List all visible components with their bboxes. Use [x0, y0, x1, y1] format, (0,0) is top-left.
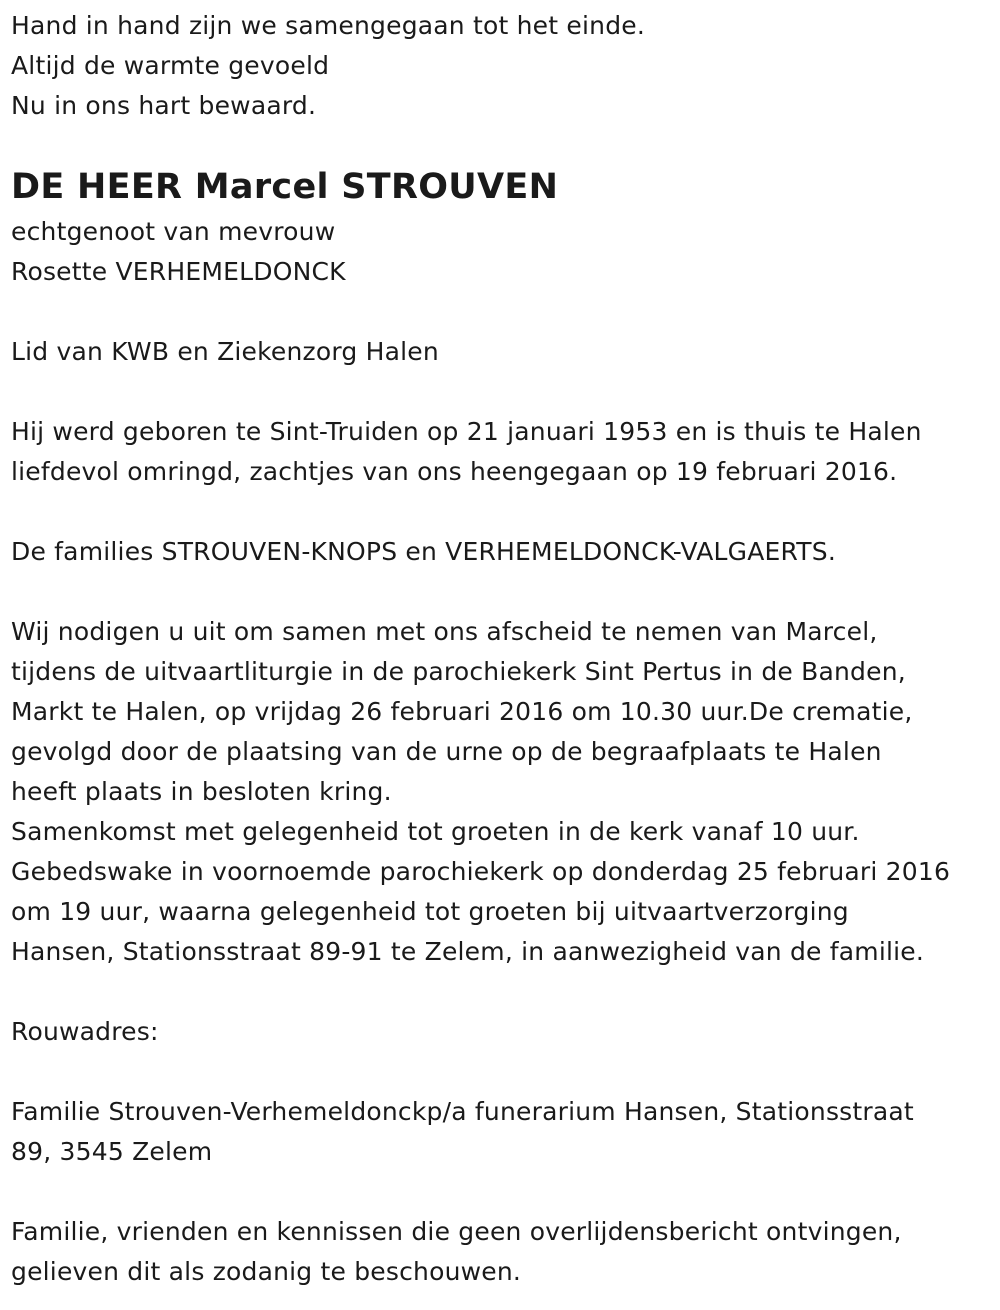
- birth-death-line: Hij werd geboren te Sint-Truiden op 21 januari 1953 en is thuis te Halen: [11, 417, 922, 446]
- spouse-info: [11, 212, 993, 292]
- invitation: [11, 612, 993, 972]
- families: De families STROUVEN-KNOPS en VERHEMELDONCK-VALGAERTS.: [11, 537, 836, 566]
- birth-death-line: liefdevol omringd, zachtjes van ons heengegaan op 19 februari 2016.: [11, 457, 898, 486]
- invitation-line: Hansen, Stationsstraat 89-91 te Zelem, in aanwezigheid van de familie.: [11, 937, 925, 966]
- spacer: [11, 292, 993, 332]
- address: [11, 1092, 993, 1172]
- poem-line: Altijd de warmte gevoeld: [11, 51, 330, 80]
- closing-line: gelieven dit als zodanig te beschouwen.: [11, 1257, 522, 1286]
- birth-death-info: [11, 412, 993, 492]
- invitation-line: tijdens de uitvaartliturgie in de parochiekerk Sint Pertus in de Banden,: [11, 657, 906, 686]
- spacer: [11, 1052, 993, 1092]
- invitation-line: gevolgd door de plaatsing van de urne op de begraafplaats te Halen: [11, 737, 882, 766]
- spacer: [11, 1172, 993, 1212]
- spacer: [11, 372, 993, 412]
- address-label: Rouwadres:: [11, 1017, 159, 1046]
- spouse-line: echtgenoot van mevrouw: [11, 217, 336, 246]
- poem-line: Nu in ons hart bewaard.: [11, 91, 317, 120]
- invitation-line: Gebedswake in voornoemde parochiekerk op donderdag 25 februari 2016: [11, 857, 951, 886]
- invitation-line: Markt te Halen, op vrijdag 26 februari 2016 om 10.30 uur.De crematie,: [11, 697, 913, 726]
- closing-line: Familie, vrienden en kennissen die geen overlijdensbericht ontvingen,: [11, 1217, 902, 1246]
- invitation-line: Samenkomst met gelegenheid tot groeten in de kerk vanaf 10 uur.: [11, 817, 860, 846]
- deceased-name: DE HEER Marcel STROUVEN: [11, 167, 559, 207]
- poem: [11, 6, 993, 126]
- membership: Lid van KWB en Ziekenzorg Halen: [11, 337, 439, 366]
- closing: [11, 1212, 993, 1292]
- spacer: [11, 972, 993, 1012]
- poem-line: Hand in hand zijn we samengegaan tot het einde.: [11, 11, 645, 40]
- spouse-line: Rosette VERHEMELDONCK: [11, 257, 346, 286]
- invitation-line: heeft plaats in besloten kring.: [11, 777, 392, 806]
- spacer: [11, 572, 993, 612]
- address-line: Familie Strouven-Verhemeldonckp/a funerarium Hansen, Stationsstraat: [11, 1097, 914, 1126]
- death-notice: [11, 6, 993, 1292]
- invitation-line: Wij nodigen u uit om samen met ons afscheid te nemen van Marcel,: [11, 617, 878, 646]
- spacer: [11, 492, 993, 532]
- invitation-line: om 19 uur, waarna gelegenheid tot groeten bij uitvaartverzorging: [11, 897, 849, 926]
- address-line: 89, 3545 Zelem: [11, 1137, 213, 1166]
